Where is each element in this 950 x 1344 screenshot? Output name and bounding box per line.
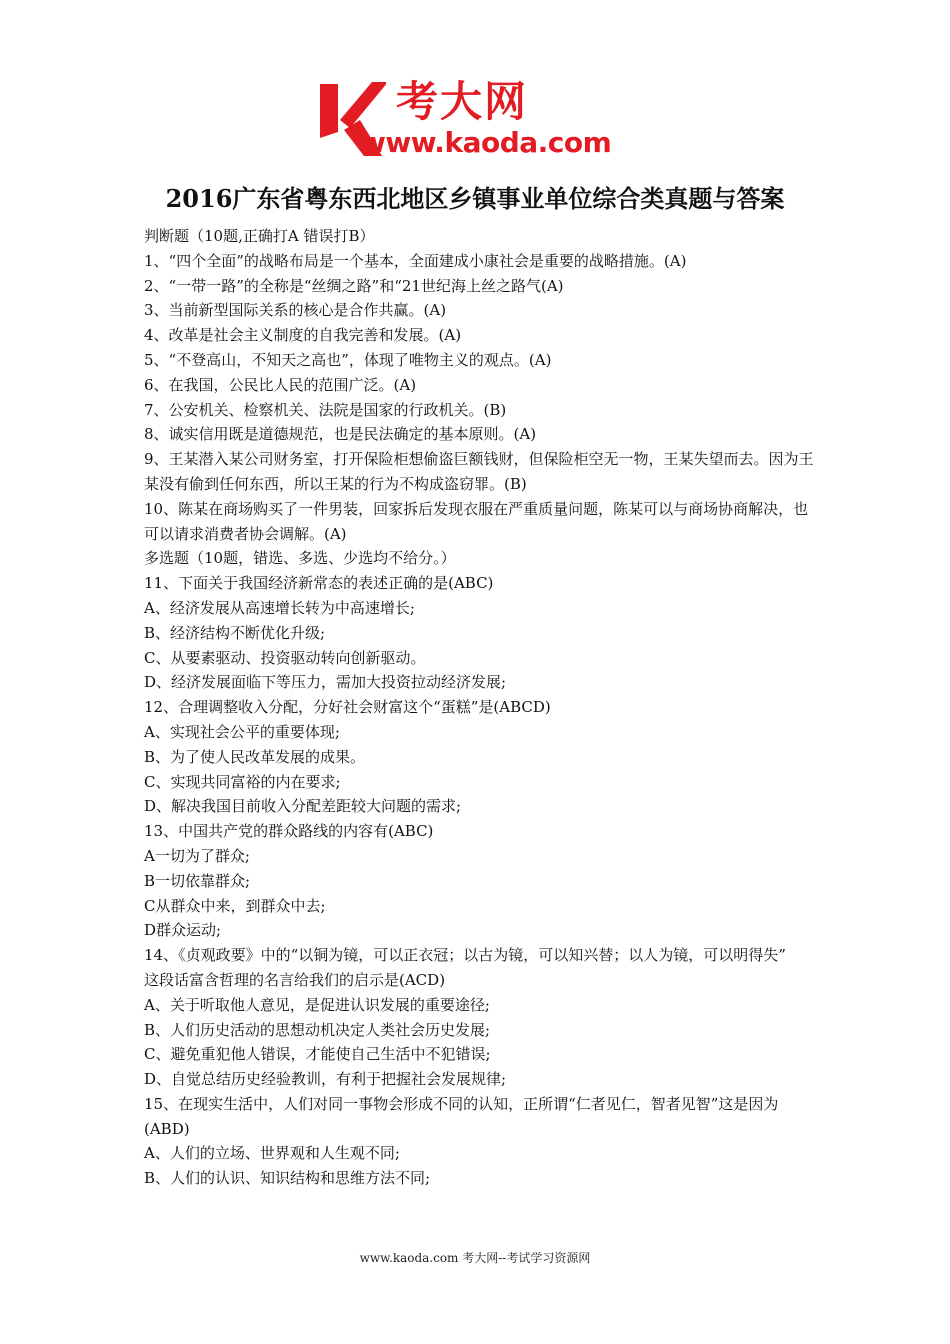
text-line: 多选题（10题，错选、多选、少选均不给分。） [144, 549, 456, 568]
text-line: D、解决我国目前收入分配差距较大问题的需求; [144, 797, 462, 816]
document-body [144, 224, 814, 1191]
text-line: 15、在现实生活中，人们对同一事物会形成不同的认知，正所谓“仁者见仁，智者见智”这是因为(ABD) [144, 1094, 779, 1138]
text-line: 14、《贞观政要》中的“以铜为镜，可以正衣冠；以古为镜，可以知兴替；以人为镜，可以明得失” [144, 946, 786, 965]
text-line: 判断题（10题,正确打A 错误打B） [144, 227, 375, 245]
kaoda-logo [316, 76, 640, 160]
logo-url-text: www.kaoda.com [360, 126, 612, 159]
text-line: 这段话富含哲理的名言给我们的启示是(ACD) [144, 970, 446, 989]
text-line: 4、改革是社会主义制度的自我完善和发展。(A) [144, 326, 462, 345]
text-line: A、经济发展从高速增长转为中高速增长; [144, 598, 415, 617]
text-line: B一切依靠群众; [144, 871, 251, 890]
text-line: A、关于听取他人意见，是促进认识发展的重要途径; [144, 995, 490, 1014]
text-line: B、人们历史活动的思想动机决定人类社会历史发展; [144, 1020, 491, 1039]
text-line: 2、“一带一路”的全称是“丝绸之路”和“21世纪海上丝之路气(A) [144, 276, 564, 295]
text-line: D、自觉总结历史经验教训，有利于把握社会发展规律; [144, 1070, 507, 1089]
text-line: C、从要素驱动、投资驱动转向创新驱动。 [144, 648, 426, 667]
text-line: A、实现社会公平的重要体现; [144, 722, 340, 741]
text-line: C、实现共同富裕的内在要求; [144, 772, 341, 791]
text-line: 7、公安机关、检察机关、法院是国家的行政机关。(B) [144, 400, 507, 419]
text-line: D群众运动; [144, 921, 222, 940]
text-line: 12、合理调整收入分配，分好社会财富这个“蛋糕”是(ABCD) [144, 698, 551, 717]
text-line: 10、陈某在商场购买了一件男装，回家拆后发现衣服在严重质量问题，陈某可以与商场协商解决，也可以请求消费者协会调解。(A) [144, 499, 809, 543]
text-line: C、避免重犯他人错误，才能使自己生活中不犯错误; [144, 1045, 491, 1064]
text-line: B、人们的认识、知识结构和思维方法不同; [144, 1169, 431, 1188]
text-line: C从群众中来，到群众中去; [144, 896, 326, 915]
text-line: B、为了使人民改革发展的成果。 [144, 747, 366, 766]
text-line: 3、当前新型国际关系的核心是合作共赢。(A) [144, 301, 447, 320]
text-line: A、人们的立场、世界观和人生观不同; [144, 1144, 400, 1163]
text-line: 1、“四个全面”的战略布局是一个基本，全面建成小康社会是重要的战略措施。(A) [144, 251, 687, 270]
document-title: 2016广东省粤东西北地区乡镇事业单位综合类真题与答案 [165, 184, 785, 213]
text-line: 13、中国共产党的群众路线的内容有(ABC) [144, 822, 434, 841]
text-line: 5、“不登高山，不知天之高也”，体现了唯物主义的观点。(A) [144, 350, 552, 369]
text-line: 6、在我国，公民比人民的范围广泛。(A) [144, 375, 417, 394]
page-footer: www.kaoda.com 考大网--考试学习资源网 [359, 1251, 591, 1265]
text-line: A一切为了群众; [144, 846, 250, 865]
text-line: B、经济结构不断优化升级; [144, 623, 326, 642]
logo-chinese-text: 考大网 [396, 77, 529, 126]
text-line: 8、诚实信用既是道德规范，也是民法确定的基本原则。(A) [144, 425, 537, 444]
text-line: 11、下面关于我国经济新常态的表述正确的是(ABC) [144, 574, 494, 593]
text-line: D、经济发展面临下等压力，需加大投资拉动经济发展; [144, 673, 507, 692]
text-line: 9、王某潜入某公司财务室，打开保险柜想偷盗巨额钱财，但保险柜空无一物，王某失望而去。因为王某没有偷到任何东西，所以王某的行为不构成盗窃罪。(B) [144, 450, 814, 493]
